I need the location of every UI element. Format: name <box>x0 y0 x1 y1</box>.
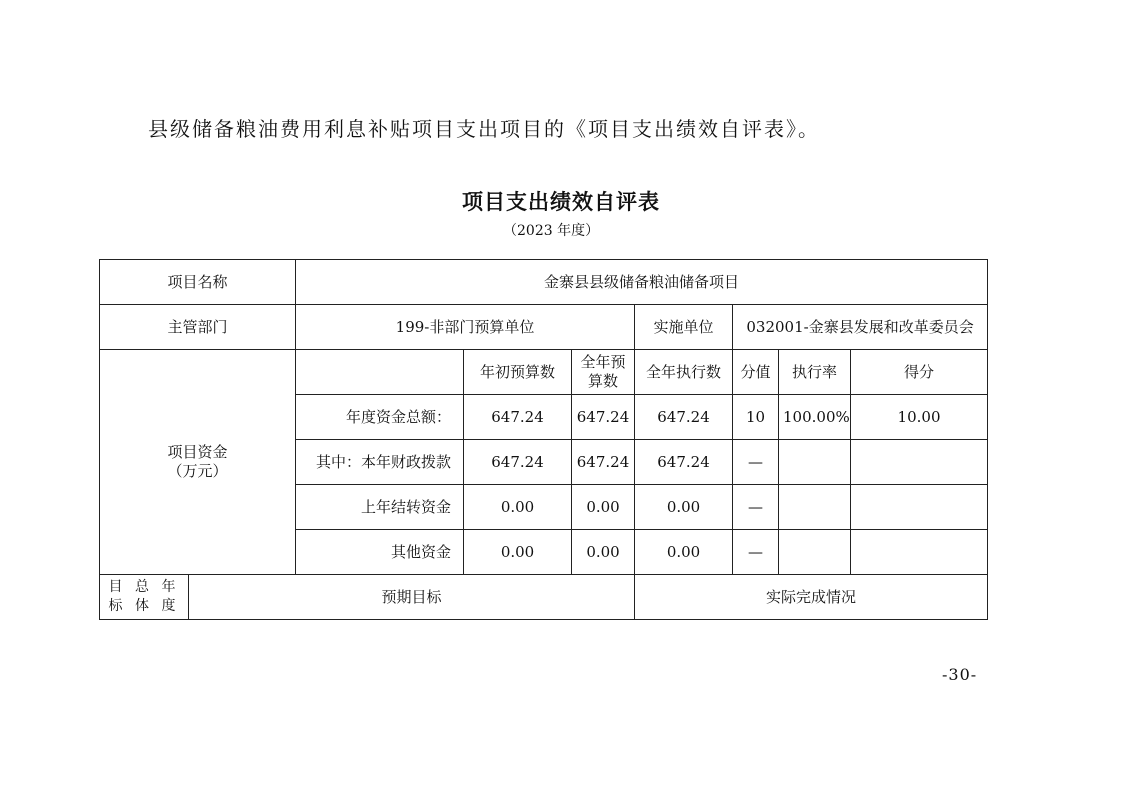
intro-paragraph: 县级储备粮油费用利息补贴项目支出项目的《项目支出绩效自评表》。 <box>148 117 820 141</box>
cell-full: 647.24 <box>572 395 635 440</box>
cell-initial: 0.00 <box>464 485 572 530</box>
project-name-label: 项目名称 <box>100 260 296 305</box>
annual-goal-label <box>100 575 189 620</box>
row-label: 其中：本年财政拨款 <box>296 440 464 485</box>
row-label: 上年结转资金 <box>296 485 464 530</box>
header-blank <box>296 350 464 395</box>
cell-score <box>851 530 988 575</box>
year-note: （2023 年度） <box>503 223 600 239</box>
self-evaluation-table <box>99 259 988 620</box>
table-row <box>100 350 988 395</box>
goal-label-char: 标 <box>108 598 127 614</box>
table-row <box>100 260 988 305</box>
cell-rate <box>779 440 851 485</box>
cell-full: 0.00 <box>572 530 635 575</box>
cell-score <box>851 440 988 485</box>
cell-weight: 10 <box>733 395 779 440</box>
cell-weight: — <box>733 530 779 575</box>
goal-label-char: 目 <box>108 579 127 595</box>
page-number: -30- <box>942 665 978 684</box>
cell-initial: 647.24 <box>464 440 572 485</box>
header-executed: 全年执行数 <box>635 350 733 395</box>
dept-label: 主管部门 <box>100 305 296 350</box>
cell-weight: — <box>733 485 779 530</box>
cell-rate: 100.00% <box>779 395 851 440</box>
cell-weight: — <box>733 440 779 485</box>
cell-full: 647.24 <box>572 440 635 485</box>
header-score-weight: 分值 <box>733 350 779 395</box>
header-score: 得分 <box>851 350 988 395</box>
goal-label-char: 度 <box>161 598 180 614</box>
dept-value: 199-非部门预算单位 <box>296 305 635 350</box>
table-row <box>100 305 988 350</box>
cell-rate <box>779 530 851 575</box>
cell-initial: 0.00 <box>464 530 572 575</box>
cell-executed: 0.00 <box>635 530 733 575</box>
header-initial-budget: 年初预算数 <box>464 350 572 395</box>
cell-executed: 0.00 <box>635 485 733 530</box>
row-label: 其他资金 <box>296 530 464 575</box>
goal-label-char: 年 <box>161 579 180 595</box>
goal-label-char: 体 <box>135 598 153 614</box>
actual-completion-header: 实际完成情况 <box>635 575 988 620</box>
cell-initial: 647.24 <box>464 395 572 440</box>
row-label: 年度资金总额： <box>296 395 464 440</box>
impl-value: 032001-金寨县发展和改革委员会 <box>733 305 988 350</box>
header-full-budget-line1: 全年预 <box>580 353 626 371</box>
funds-label-line1: 项目资金 <box>167 443 228 461</box>
cell-executed: 647.24 <box>635 395 733 440</box>
cell-score <box>851 485 988 530</box>
expected-goal-header: 预期目标 <box>189 575 635 620</box>
cell-executed: 647.24 <box>635 440 733 485</box>
table-title: 项目支出绩效自评表 <box>462 190 660 214</box>
cell-score: 10.00 <box>851 395 988 440</box>
project-name-value: 金寨县县级储备粮油储备项目 <box>296 260 988 305</box>
header-full-budget <box>572 350 635 395</box>
funds-label-line2: （万元） <box>167 462 228 480</box>
goal-label-char: 总 <box>135 579 153 595</box>
header-exec-rate: 执行率 <box>779 350 851 395</box>
table-row <box>100 575 988 620</box>
cell-rate <box>779 485 851 530</box>
cell-full: 0.00 <box>572 485 635 530</box>
header-full-budget-line2: 算数 <box>588 372 619 390</box>
funds-label <box>100 350 296 575</box>
impl-label: 实施单位 <box>635 305 733 350</box>
